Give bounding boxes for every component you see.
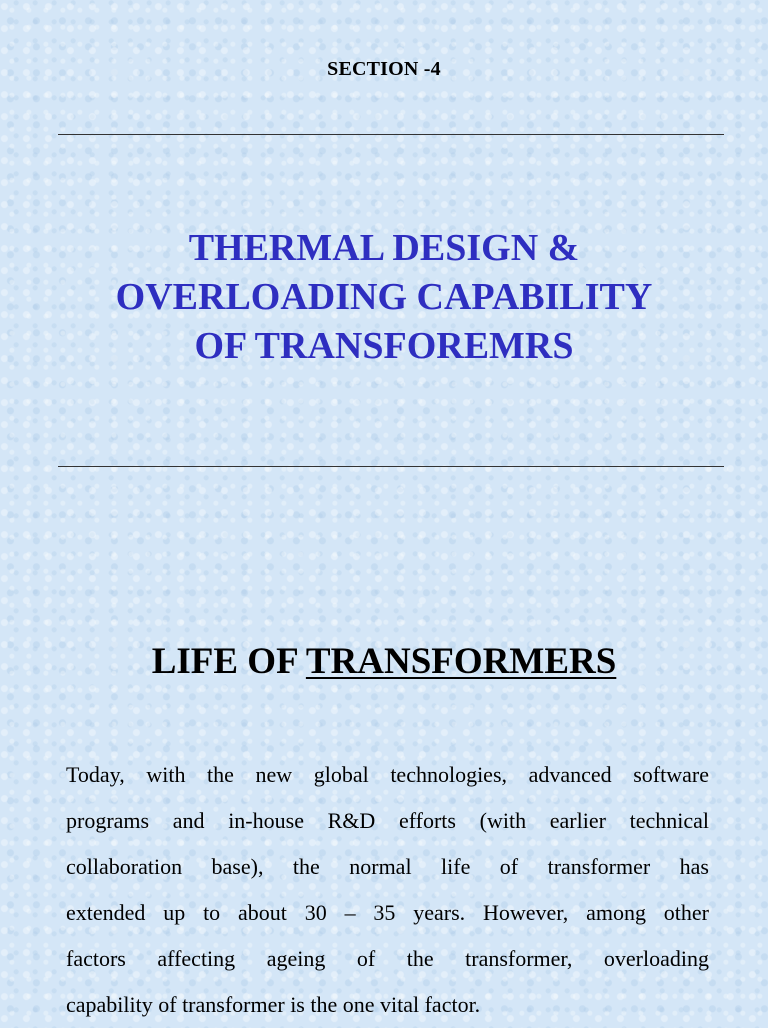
paragraph-line-5: factors affecting ageing of the transformer, overloading (66, 946, 709, 971)
paragraph-line-3: collaboration base), the normal life of transformer has (66, 854, 709, 879)
paragraph-line-2: programs and in-house R&D efforts (with earlier technical (66, 808, 709, 833)
section-heading (0, 640, 768, 683)
heading-prefix: LIFE OF (151, 641, 306, 682)
title-line-3: OF TRANSFOREMRS (194, 325, 574, 367)
title-line-2: OVERLOADING CAPABILITY (115, 276, 653, 318)
heading-underlined-word: TRANSFORMERS (305, 641, 617, 682)
bottom-divider (58, 466, 724, 467)
title-line-1: THERMAL DESIGN & (188, 227, 580, 269)
paragraph-line-1: Today, with the new global technologies, advanced software (66, 762, 709, 787)
paragraph-line-4: extended up to about 30 – 35 years. However, among other (66, 900, 709, 925)
document-title (40, 224, 728, 371)
body-paragraph (66, 752, 709, 1028)
paragraph-line-6: capability of transformer is the one vital factor. (66, 992, 481, 1017)
section-label: SECTION -4 (327, 58, 441, 80)
top-divider (58, 134, 724, 135)
